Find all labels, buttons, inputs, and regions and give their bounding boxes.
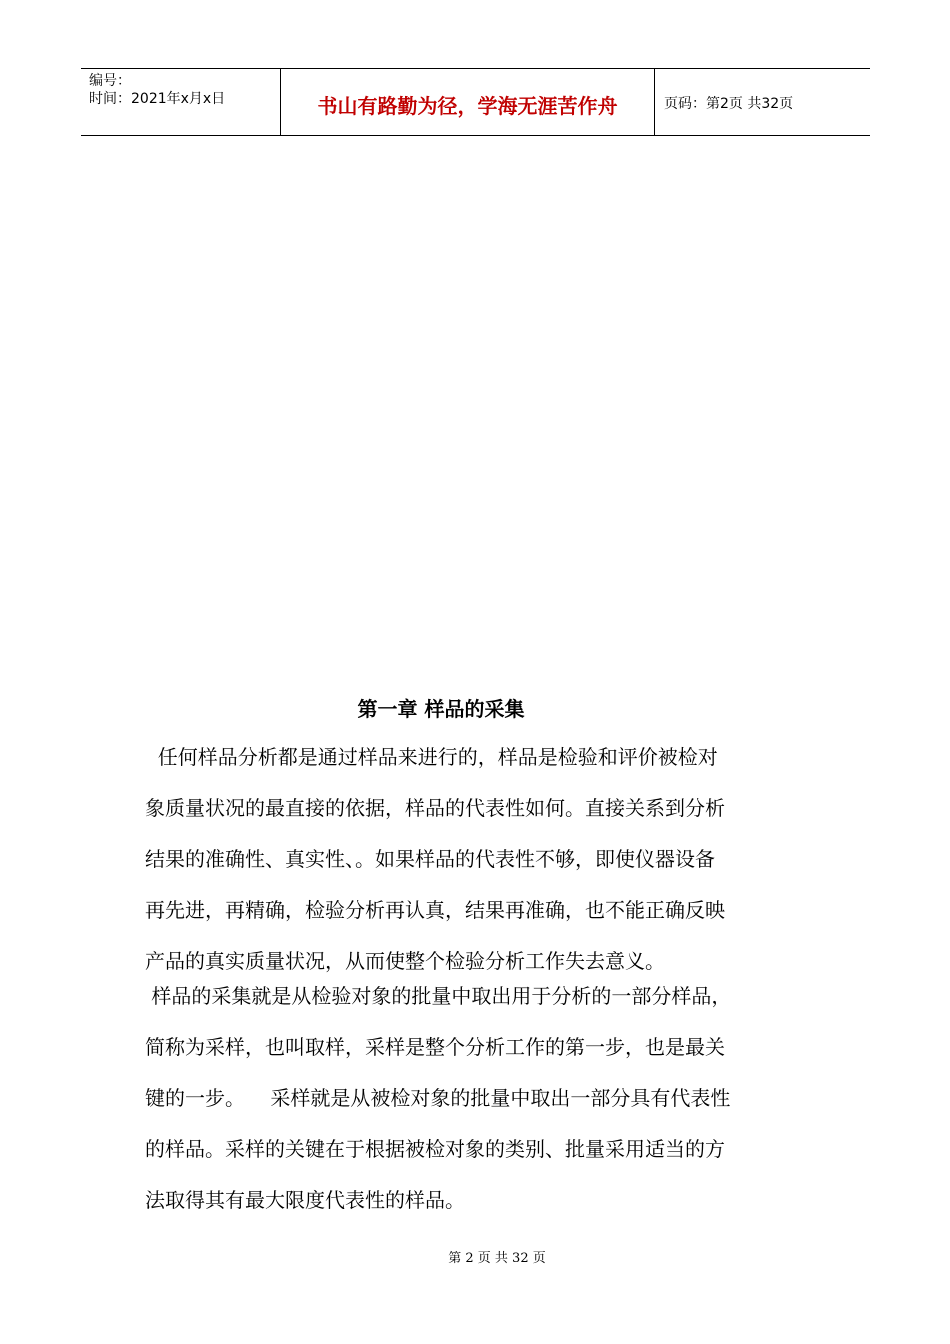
page-footer: 第 2 页 共 32 页 xyxy=(448,1251,546,1266)
document-time-label: 时间：2021年x月x日 xyxy=(89,91,226,107)
body-paragraph-1: 任何样品分析都是通过样品来进行的，样品是检验和评价被检对 象质量状况的最直接的依据，样品的代表性如何。直接关系到分析 结果的准确性、真实性、。如果样品的代表性不够，即使仪器设备 再先进，再精确，检验分析再认真，结果再准确，也不能正确反映 产品的真实质量状况，从而使整个检验分析工作失去意义。 xyxy=(145,745,725,973)
header-motto: 书山有路勤为径，学海无涯苦作舟 xyxy=(281,69,655,135)
header-meta xyxy=(81,69,281,135)
chapter-title: 第一章 样品的采集 xyxy=(357,697,525,721)
page-header xyxy=(81,68,870,136)
header-page-info: 页码：第2页 共32页 xyxy=(664,96,794,112)
body-paragraph-2: 样品的采集就是从检验对象的批量中取出用于分析的一部分样品， 简称为采样，也叫取样，采样是整个分析工作的第一步，也是最关 键的一步。 采样就是从被检对象的批量中取出一部分具有代表性 的样品。采样的关键在于根据被检对象的类别、批量采用适当的方 法取得其有最大限度代表性的样品。 xyxy=(145,984,732,1212)
document-number-label: 编号： xyxy=(89,73,131,89)
